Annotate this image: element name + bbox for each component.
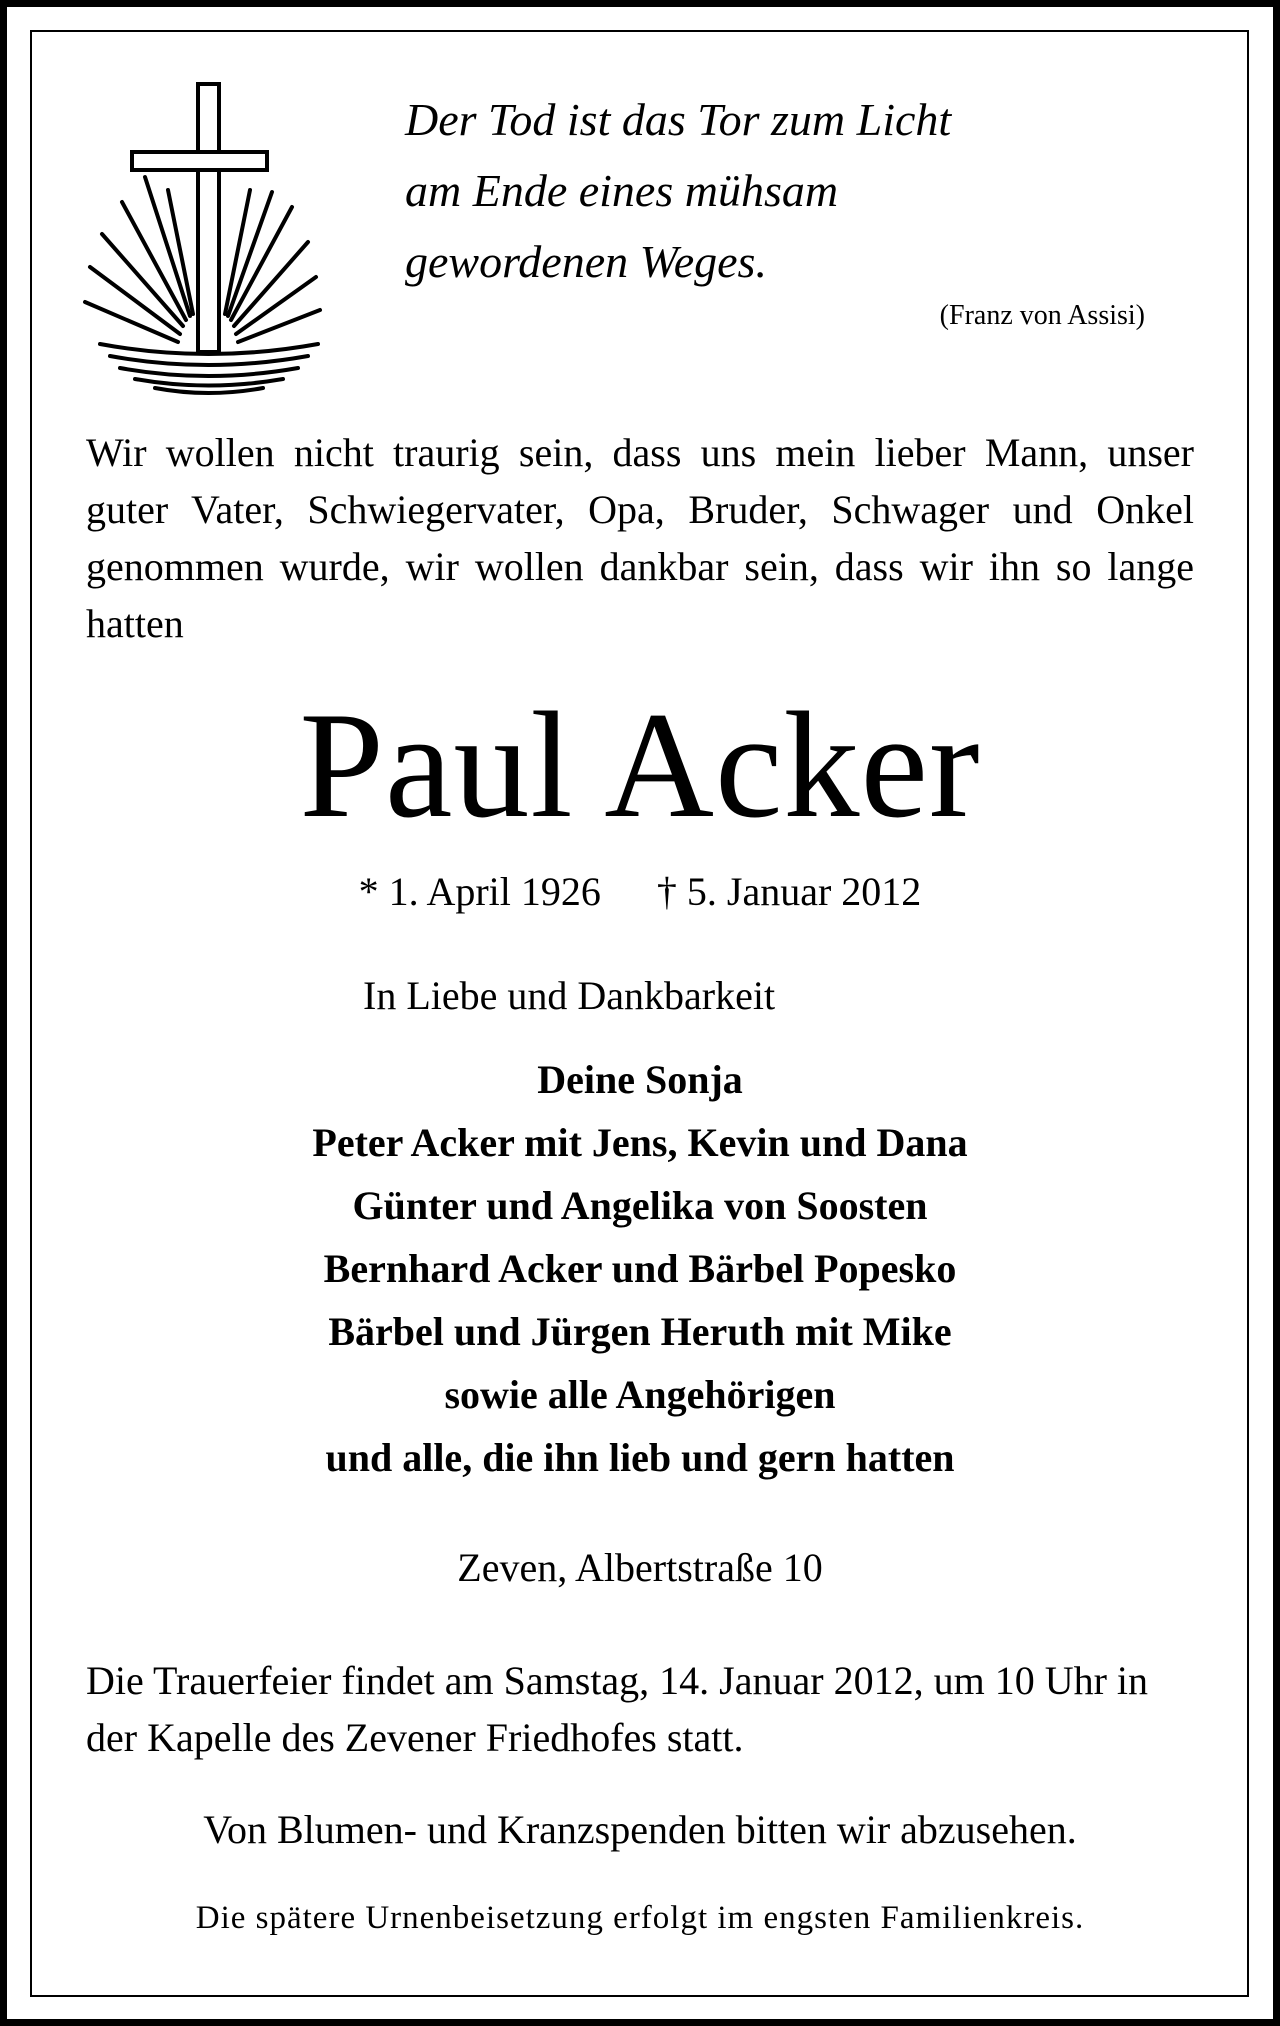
quote-author: (Franz von Assisi) xyxy=(939,300,1145,331)
birth-date: * 1. April 1926 xyxy=(358,869,601,914)
quote-line: gewordenen Weges. xyxy=(405,236,767,287)
cross-with-rays-icon xyxy=(80,82,325,400)
death-date: † 5. Januar 2012 xyxy=(656,869,922,914)
mourner-line: Günter und Angelika von Soosten xyxy=(352,1183,928,1228)
mourner-line: Bärbel und Jürgen Heruth mit Mike xyxy=(328,1309,952,1354)
mourner-line: Peter Acker mit Jens, Kevin und Dana xyxy=(312,1120,968,1165)
quote-line: Der Tod ist das Tor zum Licht xyxy=(405,94,952,145)
love-line: In Liebe und Dankbarkeit xyxy=(363,973,776,1018)
mourner-line: sowie alle Angehörigen xyxy=(444,1372,836,1417)
intro-text: Wir wollen nicht traurig sein, dass uns mein lieber Mann, unser guter Vater, Schwiegervater, Opa, Bruder, Schwager und Onkel genommen wurde, wir wollen dankbar sein, dass wir ihn so lange hatten xyxy=(86,430,1194,646)
deceased-name: Paul Acker xyxy=(299,681,981,849)
urn-notice: Die spätere Urnenbeisetzung erfolgt im engsten Familienkreis. xyxy=(195,1900,1085,1936)
mourner-line: Bernhard Acker und Bärbel Popesko xyxy=(323,1246,957,1291)
service-notice: Die Trauerfeier findet am Samstag, 14. Januar 2012, um 10 Uhr in der Kapelle des Zevener Friedhofes statt. xyxy=(86,1658,1149,1760)
family-address: Zeven, Albertstraße 10 xyxy=(457,1545,823,1590)
mourner-line: und alle, die ihn lieb und gern hatten xyxy=(325,1435,955,1480)
quote xyxy=(405,84,951,297)
mourner-line: Deine Sonja xyxy=(537,1057,743,1102)
quote-line: am Ende eines mühsam xyxy=(405,165,839,216)
life-dates xyxy=(0,868,1280,915)
flowers-notice: Von Blumen- und Kranzspenden bitten wir abzusehen. xyxy=(203,1807,1077,1852)
mourners-list xyxy=(0,1048,1280,1489)
